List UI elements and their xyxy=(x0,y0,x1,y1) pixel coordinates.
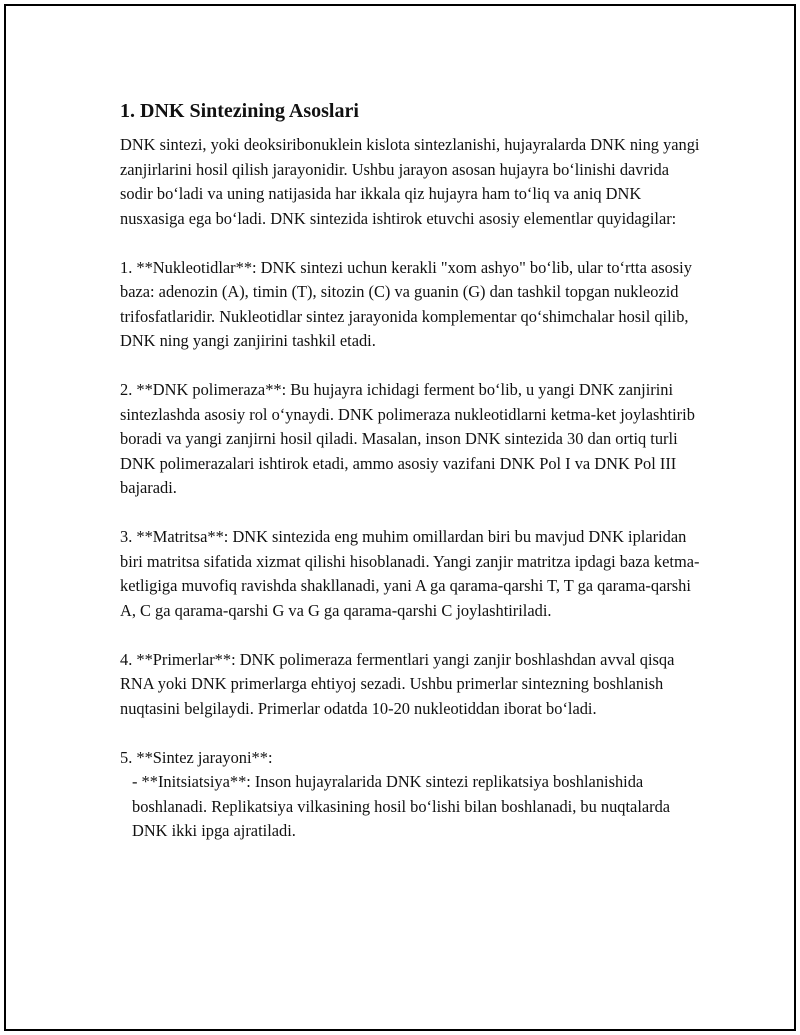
primers-paragraph: 4. **Primerlar**: DNK polimeraza fermentlari yangi zanjir boshlashdan avval qisqa RNA yoki DNK primerlarga ehtiyoj sezadi. Ushbu primerlar sintezning boshlanish nuqtasini belgilaydi. Primerlar odatda 10-20 nukleotiddan iborat bo‘ladi. xyxy=(120,649,675,718)
initiation-item: - **Initsiatsiya**: Inson hujayralarida DNK sintezi replikatsiya boshlanishida boshlanadi. Replikatsiya vilkasining hosil bo‘lishi bilan boshlanadi, bu nuqtalarda DNK ikki ipga ajratiladi. xyxy=(132,772,671,840)
document-body xyxy=(120,98,700,844)
template-paragraph: 3. **Matritsa**: DNK sintezida eng muhim omillardan biri bu mavjud DNK iplaridan biri matritsa sifatida xizmat qilishi hisoblanadi. Yangi zanjir matritza ipdagi baza ketma-ketligiga muvofiq ravishda shakllanadi, yani A ga qarama-qarshi T, T ga qarama-qarshi A, C ga qarama-qarshi G va G ga qarama-qarshi C joylashtiriladi. xyxy=(120,527,700,620)
synthesis-process-paragraph xyxy=(120,746,700,844)
nucleotides-paragraph: 1. **Nukleotidlar**: DNK sintezi uchun kerakli "xom ashyo" bo‘lib, ular to‘rtta asosiy baza: adenozin (A), timin (T), sitozin (C) va guanin (G) dan tashkil topgan nukleozid trifosfatlaridir. Nukleotidlar sintez jarayonida komplementar qo‘shimchalar hosil qilib, DNK ning yangi zanjirini tashkil etadi. xyxy=(120,257,692,350)
section-heading: 1. DNK Sintezining Asoslari xyxy=(120,100,359,122)
synthesis-process-title: 5. **Sintez jarayoni**: xyxy=(120,747,273,767)
polymerase-paragraph: 2. **DNK polimeraza**: Bu hujayra ichidagi ferment bo‘lib, u yangi DNK zanjirini sintezlashda asosiy rol o‘ynaydi. DNK polimeraza nukleotidlarni ketma-ket joylashtirib boradi va yangi zanjirni hosil qiladi. Masalan, inson DNK sintezida 30 dan ortiq turli DNK polimerazalari ishtirok etadi, ammo asosiy vazifani DNK Pol I va DNK Pol III bajaradi. xyxy=(120,380,695,497)
intro-paragraph: DNK sintezi, yoki deoksiribonuklein kislota sintezlanishi, hujayralarda DNK ning yangi zanjirlarini hosil qilish jarayonidir. Ushbu jarayon asosan hujayra bo‘linishi davrida sodir bo‘ladi va uning natijasida har ikkala qiz hujayra ham to‘liq va aniq DNK nusxasiga ega bo‘ladi. DNK sintezida ishtirok etuvchi asosiy elementlar quyidagilar: xyxy=(120,135,700,228)
page-frame xyxy=(4,4,796,1031)
